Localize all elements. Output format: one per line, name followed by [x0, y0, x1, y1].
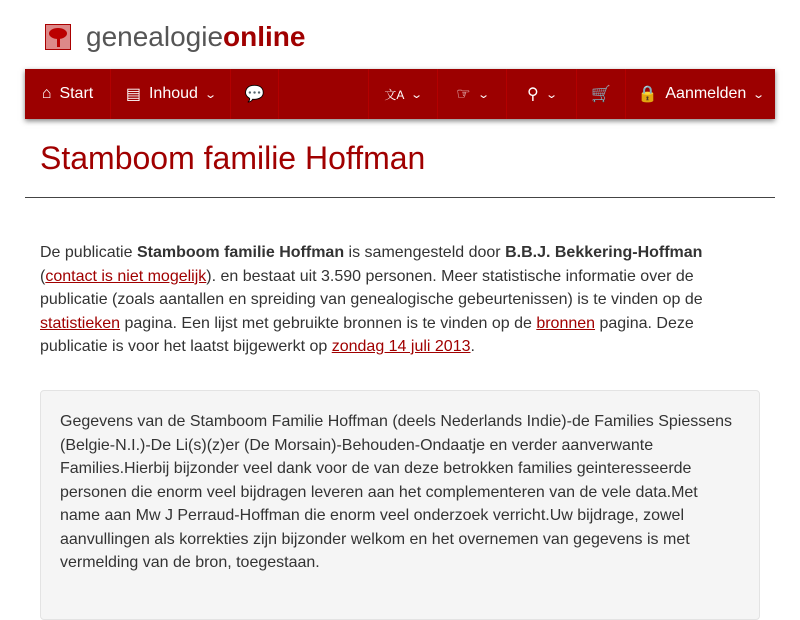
nav-comments[interactable]	[231, 69, 279, 119]
author-name: B.B.J. Bekkering-Hoffman	[505, 244, 703, 261]
contact-link[interactable]: contact is niet mogelijk	[45, 267, 207, 285]
chevron-down-icon: ⌄	[544, 88, 558, 101]
cart-icon: 🛒	[591, 86, 611, 103]
chevron-down-icon: ⌄	[410, 88, 424, 101]
divider	[25, 197, 775, 198]
nav-search[interactable]	[507, 69, 577, 119]
nav-inhoud[interactable]	[111, 69, 231, 119]
nav-language[interactable]	[369, 69, 438, 119]
nav-start-label: Start	[59, 85, 94, 102]
main-nav	[25, 69, 775, 119]
chevron-down-icon: ⌄	[752, 88, 766, 101]
nav-login[interactable]	[626, 69, 775, 119]
nav-pointer[interactable]	[438, 69, 507, 119]
sources-link[interactable]: bronnen	[536, 314, 596, 332]
nav-cart[interactable]	[577, 69, 626, 119]
lock-icon: 🔒	[637, 86, 658, 103]
chevron-down-icon: ⌄	[476, 88, 490, 101]
hand-pointer-icon: ☞	[456, 86, 471, 103]
translate-icon: 文A	[384, 87, 405, 102]
publication-description: Gegevens van de Stamboom Familie Hoffman (deels Nederlands Indie)-de Families Spiessens (Belgie-N.I.)-De Li(s)(z)er (De Morsain)-Behouden-Ondaatje en verder aanverwante Families.Hierbij bijzonder veel dank voor de van deze betrokken families geinteresseerde personen die enorm veel bijdragen leveren aan het complementeren van de vele data.Met name aan Mw J Perraud-Hoffman die enorm veel onderzoek verricht.Uw bijdrage, zowel aanvullingen als korrekties zijn bijzonder welkom en het overnemen van gegevens is met vermelding van de bron, toegestaan.	[40, 390, 760, 620]
last-updated-link[interactable]: zondag 14 juli 2013	[331, 338, 471, 355]
nav-inhoud-label: Inhoud	[148, 85, 198, 102]
publication-name: Stamboom familie Hoffman	[136, 244, 345, 261]
nav-spacer	[279, 69, 369, 119]
comments-icon: 💬	[244, 86, 265, 103]
home-icon: ⌂	[41, 85, 52, 102]
statistics-link[interactable]: statistieken	[40, 314, 121, 332]
book-icon: ▤	[125, 86, 141, 103]
chevron-down-icon: ⌄	[204, 88, 217, 101]
nav-start[interactable]	[25, 69, 111, 119]
nav-login-label: Aanmelden	[665, 85, 747, 102]
tree-logo-icon	[45, 24, 71, 50]
page-title: Stamboom familie Hoffman	[40, 140, 426, 176]
logo-text: genealogieonline	[86, 21, 306, 52]
site-logo[interactable]	[45, 21, 305, 53]
search-icon: ⚲	[527, 86, 539, 103]
publication-intro: De publicatie Stamboom familie Hoffman is samengesteld door B.B.J. Bekkering-Hoffman (contact is niet mogelijk). en bestaat uit 3.590 personen. Meer statistische informatie over de publicatie (zoals aantallen en spreiding van genealogische gebeurtenissen) is te vinden op de statistieken pagina. Een lijst met gebruikte bronnen is te vinden op de bronnen pagina. Deze publicatie is voor het laatst bijgewerkt op zondag 14 juli 2013.	[40, 244, 703, 355]
